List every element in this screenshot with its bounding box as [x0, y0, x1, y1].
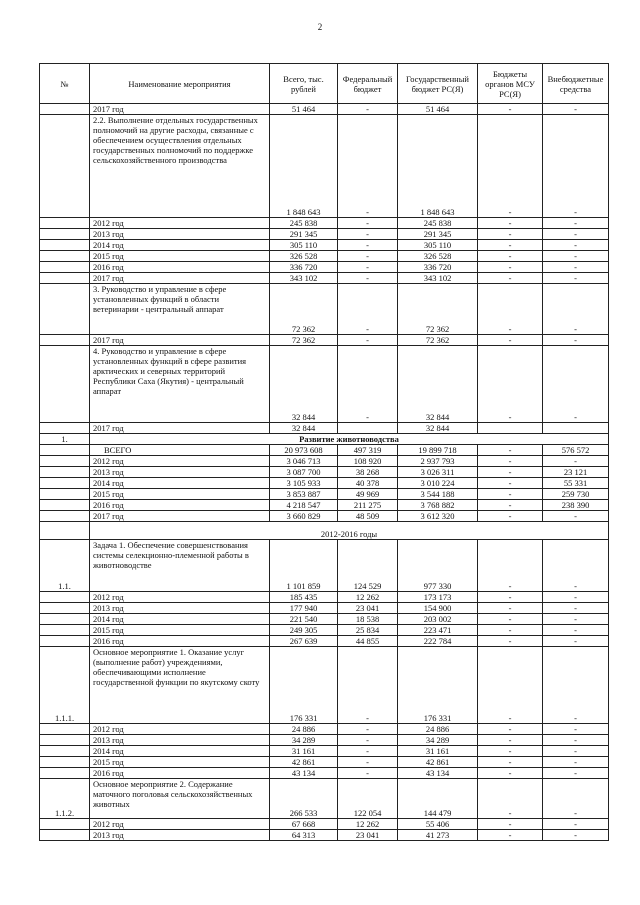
- row-name: 2017 год: [90, 273, 270, 284]
- cell-total: 43 134: [270, 768, 338, 779]
- cell-extra: -: [543, 625, 609, 636]
- cell-extra: -: [543, 540, 609, 592]
- table-row: [40, 819, 609, 830]
- cell-state: 3 612 320: [398, 511, 478, 522]
- cell-state: 977 330: [398, 540, 478, 592]
- cell-total: 221 540: [270, 614, 338, 625]
- cell-municipal: -: [478, 647, 543, 724]
- table-row: [40, 284, 609, 335]
- cell-total: 266 533: [270, 779, 338, 819]
- table-row: [40, 489, 609, 500]
- row-number: [40, 335, 90, 346]
- cell-municipal: -: [478, 592, 543, 603]
- table-row: [40, 757, 609, 768]
- row-name: 2012 год: [90, 218, 270, 229]
- cell-extra: -: [543, 456, 609, 467]
- row-name: 2014 год: [90, 240, 270, 251]
- cell-federal: 23 041: [338, 603, 398, 614]
- cell-total: 3 105 933: [270, 478, 338, 489]
- cell-extra: 259 730: [543, 489, 609, 500]
- row-name: 2015 год: [90, 625, 270, 636]
- cell-extra: -: [543, 779, 609, 819]
- table-row: [40, 768, 609, 779]
- row-number: [40, 735, 90, 746]
- row-name: 2013 год: [90, 603, 270, 614]
- row-name: 2012 год: [90, 592, 270, 603]
- cell-total: 64 313: [270, 830, 338, 841]
- cell-state: 42 861: [398, 757, 478, 768]
- cell-municipal: -: [478, 500, 543, 511]
- row-number: [40, 625, 90, 636]
- cell-municipal: -: [478, 445, 543, 456]
- table-row: [40, 647, 609, 724]
- cell-federal: 25 834: [338, 625, 398, 636]
- cell-municipal: -: [478, 614, 543, 625]
- row-name: 2015 год: [90, 251, 270, 262]
- row-number: [40, 830, 90, 841]
- cell-state: 32 844: [398, 346, 478, 423]
- cell-extra: -: [543, 614, 609, 625]
- header-no: №: [40, 64, 90, 104]
- cell-municipal: -: [478, 636, 543, 647]
- row-name: 2013 год: [90, 735, 270, 746]
- table-row: [40, 735, 609, 746]
- row-number: [40, 284, 90, 335]
- cell-federal: 122 054: [338, 779, 398, 819]
- cell-federal: -: [338, 251, 398, 262]
- cell-federal: -: [338, 735, 398, 746]
- cell-total: 24 886: [270, 724, 338, 735]
- cell-extra: -: [543, 346, 609, 423]
- cell-total: 72 362: [270, 335, 338, 346]
- cell-total: 32 844: [270, 346, 338, 423]
- row-number: 1.: [40, 434, 90, 445]
- table-row: [40, 467, 609, 478]
- cell-total: 245 838: [270, 218, 338, 229]
- cell-federal: -: [338, 273, 398, 284]
- cell-extra: -: [543, 724, 609, 735]
- cell-state: 222 784: [398, 636, 478, 647]
- cell-state: 43 134: [398, 768, 478, 779]
- row-number: [40, 273, 90, 284]
- row-number: [40, 467, 90, 478]
- cell-extra: -: [543, 603, 609, 614]
- table-row: [40, 115, 609, 218]
- header-name: Наименование мероприятия: [90, 64, 270, 104]
- row-number: [40, 445, 90, 456]
- cell-municipal: -: [478, 115, 543, 218]
- cell-federal: -: [338, 647, 398, 724]
- cell-state: 1 848 643: [398, 115, 478, 218]
- cell-municipal: -: [478, 724, 543, 735]
- cell-municipal: -: [478, 284, 543, 335]
- cell-state: 72 362: [398, 284, 478, 335]
- table-row: [40, 218, 609, 229]
- cell-state: 19 899 718: [398, 445, 478, 456]
- cell-extra: -: [543, 757, 609, 768]
- cell-extra: -: [543, 284, 609, 335]
- cell-state: 245 838: [398, 218, 478, 229]
- table-row: [40, 779, 609, 819]
- row-name: 2014 год: [90, 746, 270, 757]
- cell-total: 305 110: [270, 240, 338, 251]
- cell-municipal: -: [478, 229, 543, 240]
- cell-federal: 211 275: [338, 500, 398, 511]
- row-number: [40, 423, 90, 434]
- cell-federal: -: [338, 724, 398, 735]
- cell-extra: -: [543, 240, 609, 251]
- cell-municipal: [478, 423, 543, 434]
- table-row: [40, 346, 609, 423]
- row-number: [40, 500, 90, 511]
- header-municipal: Бюджеты органов МСУ РС(Я): [478, 64, 543, 104]
- row-number: 1.1.: [40, 540, 90, 592]
- cell-extra: -: [543, 511, 609, 522]
- cell-federal: 44 855: [338, 636, 398, 647]
- cell-federal: -: [338, 746, 398, 757]
- cell-state: 343 102: [398, 273, 478, 284]
- cell-municipal: -: [478, 104, 543, 115]
- cell-extra: [543, 423, 609, 434]
- row-number: [40, 592, 90, 603]
- row-name: 2012 год: [90, 724, 270, 735]
- cell-federal: -: [338, 115, 398, 218]
- cell-state: 305 110: [398, 240, 478, 251]
- cell-state: 3 544 188: [398, 489, 478, 500]
- table-row: [40, 625, 609, 636]
- cell-extra: -: [543, 262, 609, 273]
- row-name: 2012 год: [90, 819, 270, 830]
- cell-municipal: -: [478, 467, 543, 478]
- table-row: [40, 540, 609, 592]
- cell-federal: -: [338, 768, 398, 779]
- row-name: 2013 год: [90, 229, 270, 240]
- cell-state: 176 331: [398, 647, 478, 724]
- table-row: [40, 456, 609, 467]
- cell-state: 3 768 882: [398, 500, 478, 511]
- cell-total: 3 660 829: [270, 511, 338, 522]
- cell-municipal: -: [478, 830, 543, 841]
- cell-total: 34 289: [270, 735, 338, 746]
- cell-extra: -: [543, 819, 609, 830]
- cell-federal: 23 041: [338, 830, 398, 841]
- row-name: 2016 год: [90, 636, 270, 647]
- table-row: [40, 724, 609, 735]
- cell-state: 203 002: [398, 614, 478, 625]
- row-name: 2012 год: [90, 456, 270, 467]
- table-row: [40, 746, 609, 757]
- cell-municipal: -: [478, 768, 543, 779]
- table-row: [40, 262, 609, 273]
- cell-state: 51 464: [398, 104, 478, 115]
- row-name: 2016 год: [90, 768, 270, 779]
- row-name: Задача 1. Обеспечение совершенствования системы селекционно-племенной работы в животноводстве: [90, 540, 270, 592]
- cell-municipal: -: [478, 218, 543, 229]
- cell-state: 144 479: [398, 779, 478, 819]
- cell-extra: -: [543, 830, 609, 841]
- row-number: [40, 757, 90, 768]
- cell-state: 326 528: [398, 251, 478, 262]
- row-number: [40, 603, 90, 614]
- cell-state: 336 720: [398, 262, 478, 273]
- cell-extra: -: [543, 218, 609, 229]
- cell-total: 3 046 713: [270, 456, 338, 467]
- cell-state: 24 886: [398, 724, 478, 735]
- table-row: [40, 830, 609, 841]
- cell-federal: [338, 423, 398, 434]
- cell-federal: 108 920: [338, 456, 398, 467]
- cell-state: 34 289: [398, 735, 478, 746]
- cell-state: 291 345: [398, 229, 478, 240]
- budget-table: [39, 63, 609, 841]
- cell-total: 67 668: [270, 819, 338, 830]
- cell-extra: 55 331: [543, 478, 609, 489]
- cell-federal: 497 319: [338, 445, 398, 456]
- row-number: [40, 456, 90, 467]
- row-number: [40, 819, 90, 830]
- cell-total: 32 844: [270, 423, 338, 434]
- subheader-row: [40, 522, 609, 540]
- cell-municipal: -: [478, 625, 543, 636]
- row-number: 1.1.1.: [40, 647, 90, 724]
- cell-total: 51 464: [270, 104, 338, 115]
- cell-extra: -: [543, 592, 609, 603]
- cell-municipal: -: [478, 456, 543, 467]
- row-number: [40, 262, 90, 273]
- header-federal: Федеральный бюджет: [338, 64, 398, 104]
- cell-municipal: -: [478, 746, 543, 757]
- table-row: [40, 423, 609, 434]
- row-number: [40, 240, 90, 251]
- page-number: 2: [317, 22, 323, 32]
- row-name: ВСЕГО: [90, 445, 270, 456]
- table-row: [40, 614, 609, 625]
- table-row: [40, 445, 609, 456]
- cell-municipal: -: [478, 819, 543, 830]
- cell-federal: 12 262: [338, 819, 398, 830]
- cell-federal: -: [338, 262, 398, 273]
- table-row: [40, 592, 609, 603]
- cell-municipal: -: [478, 273, 543, 284]
- cell-federal: -: [338, 335, 398, 346]
- cell-extra: 238 390: [543, 500, 609, 511]
- row-name: 2015 год: [90, 757, 270, 768]
- cell-total: 177 940: [270, 603, 338, 614]
- row-name: 2014 год: [90, 614, 270, 625]
- cell-total: 343 102: [270, 273, 338, 284]
- header-state: Государственный бюджет РС(Я): [398, 64, 478, 104]
- cell-state: 223 471: [398, 625, 478, 636]
- cell-federal: 49 969: [338, 489, 398, 500]
- row-name: 2017 год: [90, 511, 270, 522]
- cell-state: 173 173: [398, 592, 478, 603]
- cell-total: 176 331: [270, 647, 338, 724]
- cell-total: 1 848 643: [270, 115, 338, 218]
- table-row: [40, 511, 609, 522]
- cell-federal: 48 509: [338, 511, 398, 522]
- cell-federal: -: [338, 229, 398, 240]
- cell-municipal: -: [478, 240, 543, 251]
- row-number: [40, 489, 90, 500]
- cell-total: 336 720: [270, 262, 338, 273]
- row-name: 2013 год: [90, 467, 270, 478]
- section-row: [40, 434, 609, 445]
- cell-extra: -: [543, 735, 609, 746]
- cell-total: 249 305: [270, 625, 338, 636]
- row-number: [40, 229, 90, 240]
- row-number: [40, 115, 90, 218]
- table-body: [40, 104, 609, 841]
- cell-state: 154 900: [398, 603, 478, 614]
- cell-municipal: -: [478, 603, 543, 614]
- row-name: 2017 год: [90, 423, 270, 434]
- cell-municipal: -: [478, 251, 543, 262]
- cell-extra: -: [543, 229, 609, 240]
- cell-extra: -: [543, 115, 609, 218]
- cell-extra: 23 121: [543, 467, 609, 478]
- row-name: Основное мероприятие 2. Содержание маточного поголовья сельскохозяйственных животных: [90, 779, 270, 819]
- cell-municipal: -: [478, 262, 543, 273]
- cell-federal: -: [338, 346, 398, 423]
- table-row: [40, 104, 609, 115]
- cell-total: 1 101 859: [270, 540, 338, 592]
- table-row: [40, 500, 609, 511]
- row-number: 1.1.2.: [40, 779, 90, 819]
- cell-federal: -: [338, 218, 398, 229]
- row-name: 2015 год: [90, 489, 270, 500]
- cell-extra: -: [543, 335, 609, 346]
- cell-federal: -: [338, 284, 398, 335]
- row-name: 2016 год: [90, 500, 270, 511]
- table-row: [40, 478, 609, 489]
- cell-federal: -: [338, 104, 398, 115]
- header-extra: Внебюджетные средства: [543, 64, 609, 104]
- row-number: [40, 768, 90, 779]
- period-subheader: 2012-2016 годы: [90, 522, 609, 540]
- cell-state: 55 406: [398, 819, 478, 830]
- table-row: [40, 603, 609, 614]
- row-name: 3. Руководство и управление в сфере установленных функций в области ветеринарии - центральный аппарат: [90, 284, 270, 335]
- table-row: [40, 251, 609, 262]
- cell-total: 31 161: [270, 746, 338, 757]
- cell-total: 185 435: [270, 592, 338, 603]
- table-row: [40, 636, 609, 647]
- row-number: [40, 724, 90, 735]
- cell-municipal: -: [478, 478, 543, 489]
- cell-extra: -: [543, 768, 609, 779]
- row-name: 2017 год: [90, 104, 270, 115]
- cell-municipal: -: [478, 779, 543, 819]
- row-name: Основное мероприятие 1. Оказание услуг (выполнение работ) учреждениями, обеспечивающими исполнение государственной функции по якутскому скоту: [90, 647, 270, 724]
- row-name: 2.2. Выполнение отдельных государственных полномочий на другие расходы, связанные с обеспечением осуществления отдельных государственных полномочий по поддержке сельскохозяйственного производства: [90, 115, 270, 218]
- cell-municipal: -: [478, 735, 543, 746]
- cell-extra: -: [543, 273, 609, 284]
- cell-federal: 38 268: [338, 467, 398, 478]
- table-row: [40, 229, 609, 240]
- row-number: [40, 346, 90, 423]
- row-number: [40, 746, 90, 757]
- cell-federal: 40 378: [338, 478, 398, 489]
- cell-state: 3 026 311: [398, 467, 478, 478]
- row-number: [40, 478, 90, 489]
- header-total: Всего, тыс. рублей: [270, 64, 338, 104]
- cell-municipal: -: [478, 757, 543, 768]
- cell-state: 41 273: [398, 830, 478, 841]
- cell-total: 20 973 608: [270, 445, 338, 456]
- row-name: 2016 год: [90, 262, 270, 273]
- row-number: [40, 104, 90, 115]
- cell-municipal: -: [478, 540, 543, 592]
- cell-total: 4 218 547: [270, 500, 338, 511]
- row-number: [40, 522, 90, 540]
- table-header: [40, 64, 609, 104]
- cell-extra: -: [543, 251, 609, 262]
- cell-federal: 12 262: [338, 592, 398, 603]
- cell-state: 3 010 224: [398, 478, 478, 489]
- row-number: [40, 511, 90, 522]
- cell-extra: -: [543, 647, 609, 724]
- table-row: [40, 335, 609, 346]
- cell-total: 42 861: [270, 757, 338, 768]
- cell-total: 267 639: [270, 636, 338, 647]
- row-number: [40, 614, 90, 625]
- row-number: [40, 636, 90, 647]
- cell-extra: -: [543, 104, 609, 115]
- cell-federal: -: [338, 240, 398, 251]
- cell-municipal: -: [478, 489, 543, 500]
- row-name: 4. Руководство и управление в сфере установленных функций в сфере развития арктических и северных территорий Республики Саха (Якутия) - центральный аппарат: [90, 346, 270, 423]
- cell-extra: 576 572: [543, 445, 609, 456]
- cell-state: 32 844: [398, 423, 478, 434]
- row-name: 2013 год: [90, 830, 270, 841]
- cell-total: 326 528: [270, 251, 338, 262]
- row-number: [40, 218, 90, 229]
- cell-total: 3 853 887: [270, 489, 338, 500]
- section-title: Развитие животноводства: [90, 434, 609, 445]
- cell-federal: -: [338, 757, 398, 768]
- table-row: [40, 273, 609, 284]
- cell-municipal: -: [478, 335, 543, 346]
- cell-municipal: -: [478, 346, 543, 423]
- row-name: 2017 год: [90, 335, 270, 346]
- cell-state: 72 362: [398, 335, 478, 346]
- cell-total: 3 087 700: [270, 467, 338, 478]
- cell-state: 2 937 793: [398, 456, 478, 467]
- row-name: 2014 год: [90, 478, 270, 489]
- cell-municipal: -: [478, 511, 543, 522]
- cell-total: 72 362: [270, 284, 338, 335]
- cell-federal: 18 538: [338, 614, 398, 625]
- cell-extra: -: [543, 636, 609, 647]
- row-number: [40, 251, 90, 262]
- cell-total: 291 345: [270, 229, 338, 240]
- cell-extra: -: [543, 746, 609, 757]
- cell-state: 31 161: [398, 746, 478, 757]
- cell-federal: 124 529: [338, 540, 398, 592]
- table-row: [40, 240, 609, 251]
